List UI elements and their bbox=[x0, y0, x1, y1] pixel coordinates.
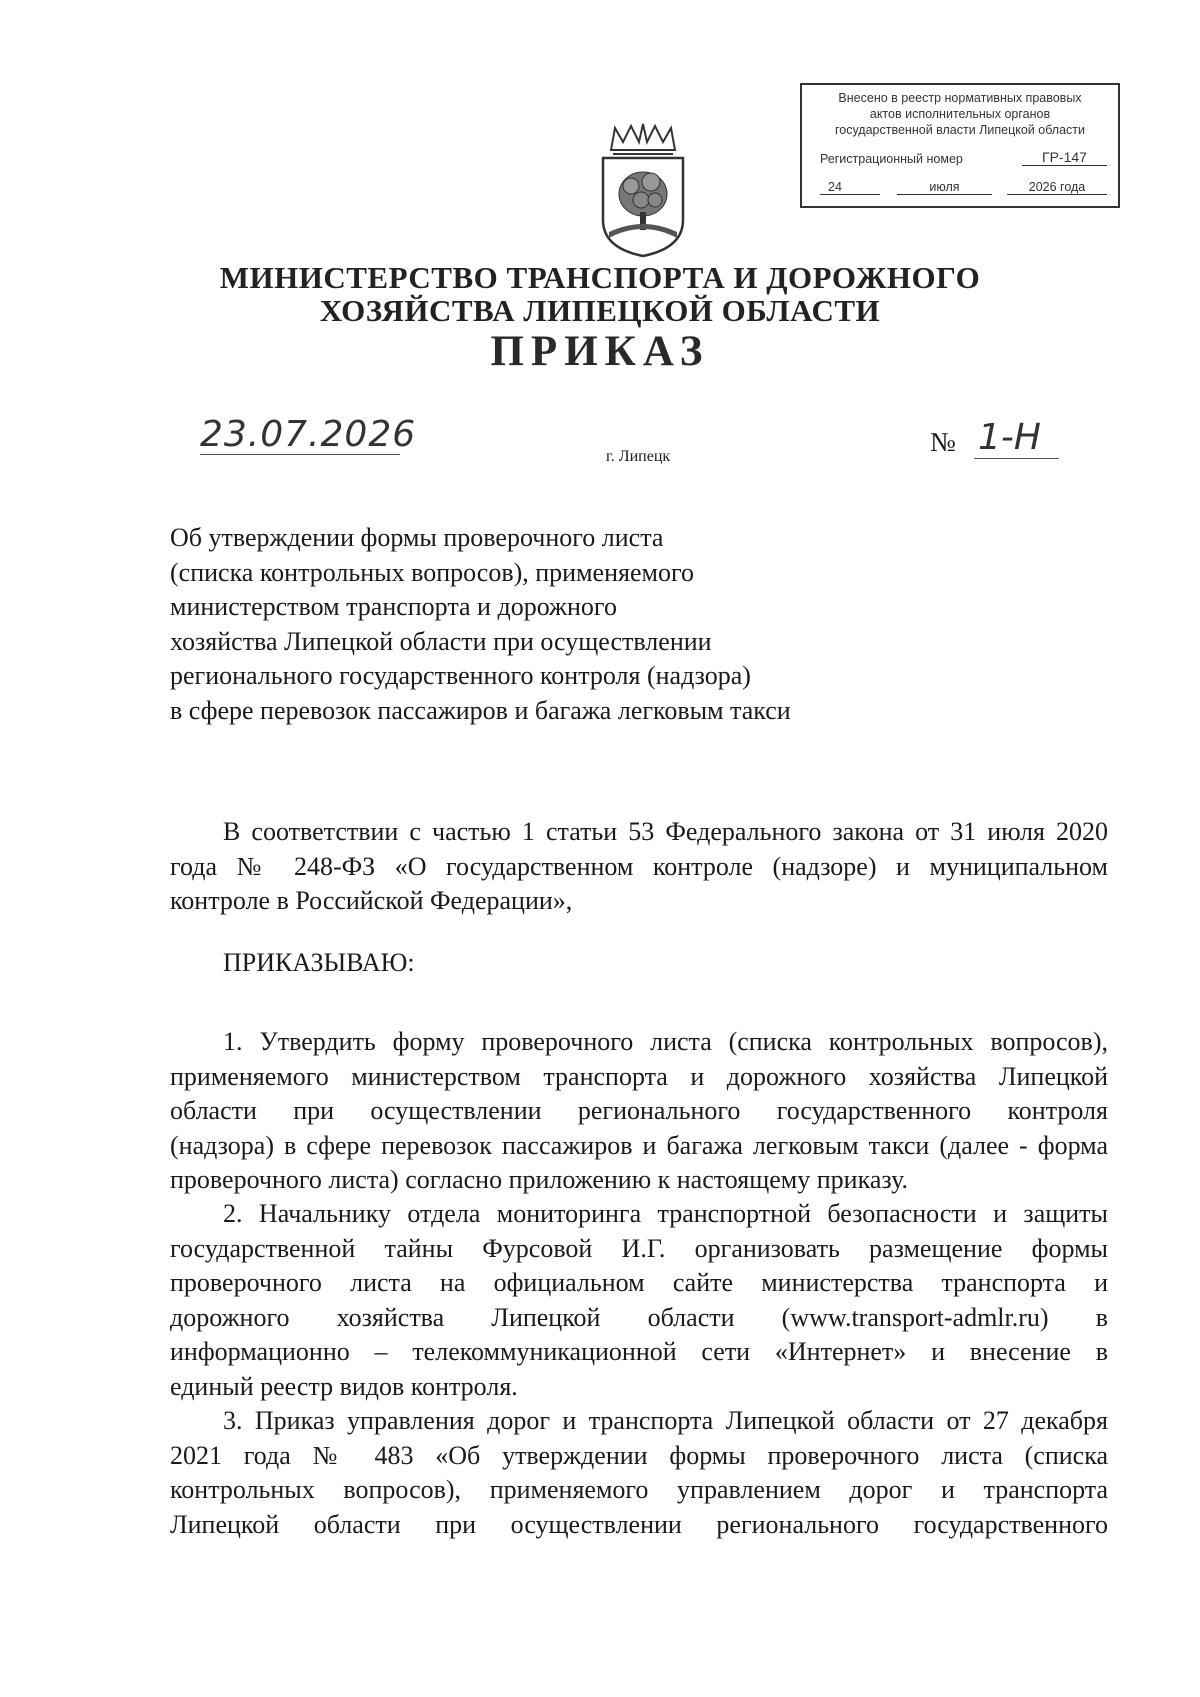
document-title bbox=[170, 521, 791, 728]
text-line: проверочного листа) согласно приложению к настоящему приказу. bbox=[170, 1165, 908, 1194]
text-line: информационно – телекоммуникационной сети «Интернет» и внесение в bbox=[170, 1337, 1108, 1366]
text-line: (надзора) в сфере перевозок пассажиров и багажа легковым такси (далее - форма bbox=[170, 1130, 1108, 1160]
text-line: контроле в Российской Федерации», bbox=[170, 886, 573, 915]
text-line: 2. Начальнику отдела мониторинга транспортной безопасности и защиты bbox=[223, 1199, 1108, 1228]
order-directive: ПРИКАЗЫВАЮ: bbox=[223, 948, 415, 977]
handwritten-number: 1-Н bbox=[974, 418, 1059, 459]
text-line: 1. Утвердить форму проверочного листа (списка контрольных вопросов), bbox=[223, 1027, 1108, 1056]
text-line: года № 248-ФЗ «О государственном контроле (надзоре) и муниципальном bbox=[170, 851, 1108, 881]
document-type-title: ПРИКАЗ bbox=[490, 328, 710, 375]
title-line: хозяйства Липецкой области при осуществлении bbox=[170, 626, 712, 656]
city: г. Липецк bbox=[606, 448, 671, 465]
ministry-name-line-1: МИНИСТЕРСТВО ТРАНСПОРТА И ДОРОЖНОГО bbox=[219, 260, 981, 295]
text-line: 2021 года № 483 «Об утверждении формы проверочного листа (списка bbox=[170, 1440, 1108, 1470]
text-line: проверочного листа на официальном сайте министерства транспорта и bbox=[170, 1268, 1108, 1297]
title-line: регионального государственного контроля (надзора) bbox=[170, 661, 751, 690]
stamp-line-3: государственной власти Липецкой области bbox=[834, 123, 1086, 137]
stamp-line-2: актов исполнительных органов bbox=[869, 107, 1051, 121]
text-line: государственной тайны Фурсовой И.Г. организовать размещение формы bbox=[170, 1233, 1108, 1263]
stamp-reg-label: Регистрационный номер bbox=[820, 152, 963, 166]
text-line: единый реестр видов контроля. bbox=[170, 1371, 518, 1401]
text-line: 3. Приказ управления дорог и транспорта Липецкой области от 27 декабря bbox=[223, 1406, 1108, 1435]
lipetsk-coat-of-arms-icon bbox=[593, 120, 693, 260]
text-line: Липецкой области при осуществлении регионального государственного bbox=[170, 1509, 1108, 1539]
stamp-year: 2026 года bbox=[1007, 180, 1107, 195]
text-line: В соответствии с частью 1 статьи 53 Федерального закона от 31 июля 2020 bbox=[223, 817, 1108, 846]
ministry-name-line-2: ХОЗЯЙСТВА ЛИПЕЦКОЙ ОБЛАСТИ bbox=[319, 293, 881, 328]
preamble-paragraph bbox=[170, 815, 1108, 919]
handwritten-date: 23.07.2026 bbox=[200, 414, 417, 455]
text-line: применяемого министерством транспорта и дорожного хозяйства Липецкой bbox=[170, 1061, 1108, 1091]
text-line: дорожного хозяйства Липецкой области (www.transport-admlr.ru) в bbox=[170, 1302, 1108, 1332]
order-item-1 bbox=[170, 1025, 1108, 1198]
order-item-3 bbox=[170, 1404, 1108, 1542]
order-item-2 bbox=[170, 1197, 1108, 1404]
stamp-month: июля bbox=[897, 180, 992, 195]
text-line: контрольных вопросов), применяемого управлением дорог и транспорта bbox=[170, 1475, 1108, 1504]
stamp-reg-number: ГР-147 bbox=[1022, 149, 1107, 166]
stamp-day: 24 bbox=[820, 180, 880, 195]
number-sign: № bbox=[930, 427, 956, 457]
title-line: министерством транспорта и дорожного bbox=[170, 592, 617, 621]
title-line: Об утверждении формы проверочного листа bbox=[170, 523, 664, 552]
title-line: в сфере перевозок пассажиров и багажа легковым такси bbox=[170, 695, 791, 725]
text-line: области при осуществлении регионального государственного контроля bbox=[170, 1096, 1108, 1125]
registry-stamp bbox=[800, 83, 1120, 208]
stamp-line-1: Внесено в реестр нормативных правовых bbox=[838, 91, 1082, 105]
title-line: (списка контрольных вопросов), применяемого bbox=[170, 557, 694, 587]
